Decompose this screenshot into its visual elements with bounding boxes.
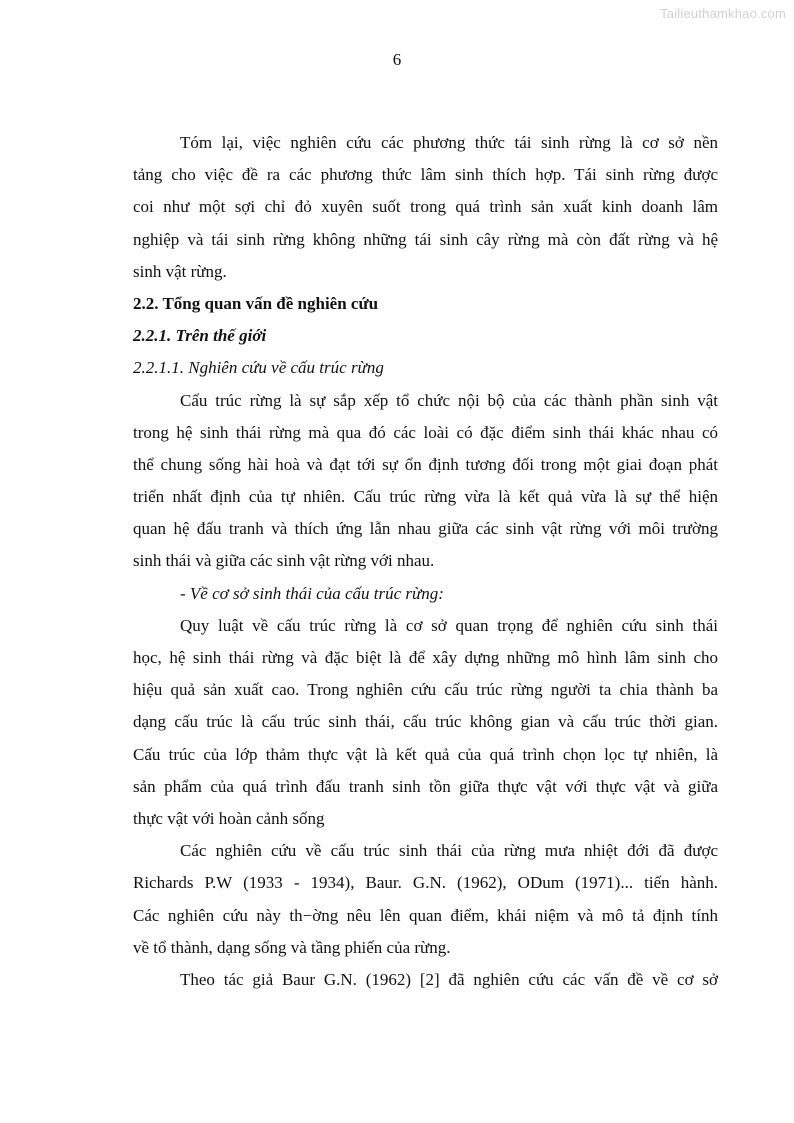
- text-line: Cấu trúc của lớp thảm thực vật là kết quả của quá trình chọn lọc tự nhiên, là: [133, 744, 718, 764]
- text-line: Richards P.W (1933 - 1934), Baur. G.N. (1962), ODum (1971)... tiến hành.: [133, 873, 718, 893]
- text-line: triển nhất định của tự nhiên. Cấu trúc rừng vừa là kết quả vừa là sự thể hiện: [133, 487, 718, 507]
- text-line: sinh thái và giữa các sinh vật rừng với nhau.: [133, 551, 435, 571]
- text-line: sinh vật rừng.: [133, 261, 227, 281]
- text-line: về tổ thành, dạng sống và tầng phiến của rừng.: [133, 937, 451, 957]
- text-line: tảng cho việc đề ra các phương thức lâm sinh thích hợp. Tái sinh rừng được: [133, 165, 718, 185]
- text-line: Quy luật về cấu trúc rừng là cơ sở quan trọng để nghiên cứu sinh thái: [180, 615, 718, 635]
- text-line: nghiệp và tái sinh rừng không những tái sinh cây rừng mà còn đất rừng và hệ: [133, 229, 718, 249]
- text-line: hiệu quả sản xuất cao. Trong nghiên cứu cấu trúc rừng người ta chia thành ba: [133, 680, 718, 700]
- text-line: học, hệ sinh thái rừng và đặc biệt là để xây dựng những mô hình lâm sinh cho: [133, 648, 718, 667]
- page-number: 6: [392, 50, 402, 69]
- text-line: dạng cấu trúc là cấu trúc sinh thái, cấu trúc không gian và cấu trúc thời gian.: [133, 712, 718, 732]
- text-line: Các nghiên cứu này th−ờng nêu lên quan điểm, khái niệm và mô tả định tính: [133, 905, 718, 925]
- text-line: coi như một sợi chỉ đỏ xuyên suốt trong quá trình sản xuất kinh doanh lâm: [133, 197, 718, 217]
- text-line: Tóm lại, việc nghiên cứu các phương thức tái sinh rừng là cơ sở nền: [180, 133, 718, 152]
- text-line: Theo tác giả Baur G.N. (1962) [2] đã nghiên cứu các vấn đề về cơ sở: [180, 969, 718, 989]
- text-line: thể chung sống hài hoà và đạt tới sự ổn định tương đối trong một giai đoạn phát: [133, 454, 718, 474]
- text-line: Cấu trúc rừng là sự sắp xếp tổ chức nội bộ của các thành phần sinh vật: [180, 390, 718, 410]
- subsection-heading: 2.2.1. Trên thế giới: [133, 326, 267, 346]
- text-line: thực vật với hoàn cảnh sống: [133, 808, 325, 828]
- text-line: quan hệ đấu tranh và thích ứng lẫn nhau giữa các sinh vật rừng với môi trường: [133, 519, 718, 539]
- italic-subheading: - Về cơ sở sinh thái của cấu trúc rừng:: [180, 583, 444, 603]
- document-body: [133, 127, 718, 996]
- watermark-text: Tailieuthamkhao.com: [660, 6, 786, 21]
- section-heading: 2.2. Tổng quan vấn đề nghiên cứu: [133, 293, 379, 313]
- text-line: Các nghiên cứu về cấu trúc sinh thái của rừng mưa nhiệt đới đã được: [180, 841, 718, 861]
- text-line: trong hệ sinh thái rừng mà qua đó các loài có đặc điểm sinh thái khác nhau có: [133, 422, 718, 442]
- subsubsection-heading: 2.2.1.1. Nghiên cứu về cấu trúc rừng: [133, 358, 384, 378]
- text-line: sản phẩm của quá trình đấu tranh sinh tồn giữa thực vật với thực vật và giữa: [133, 776, 718, 796]
